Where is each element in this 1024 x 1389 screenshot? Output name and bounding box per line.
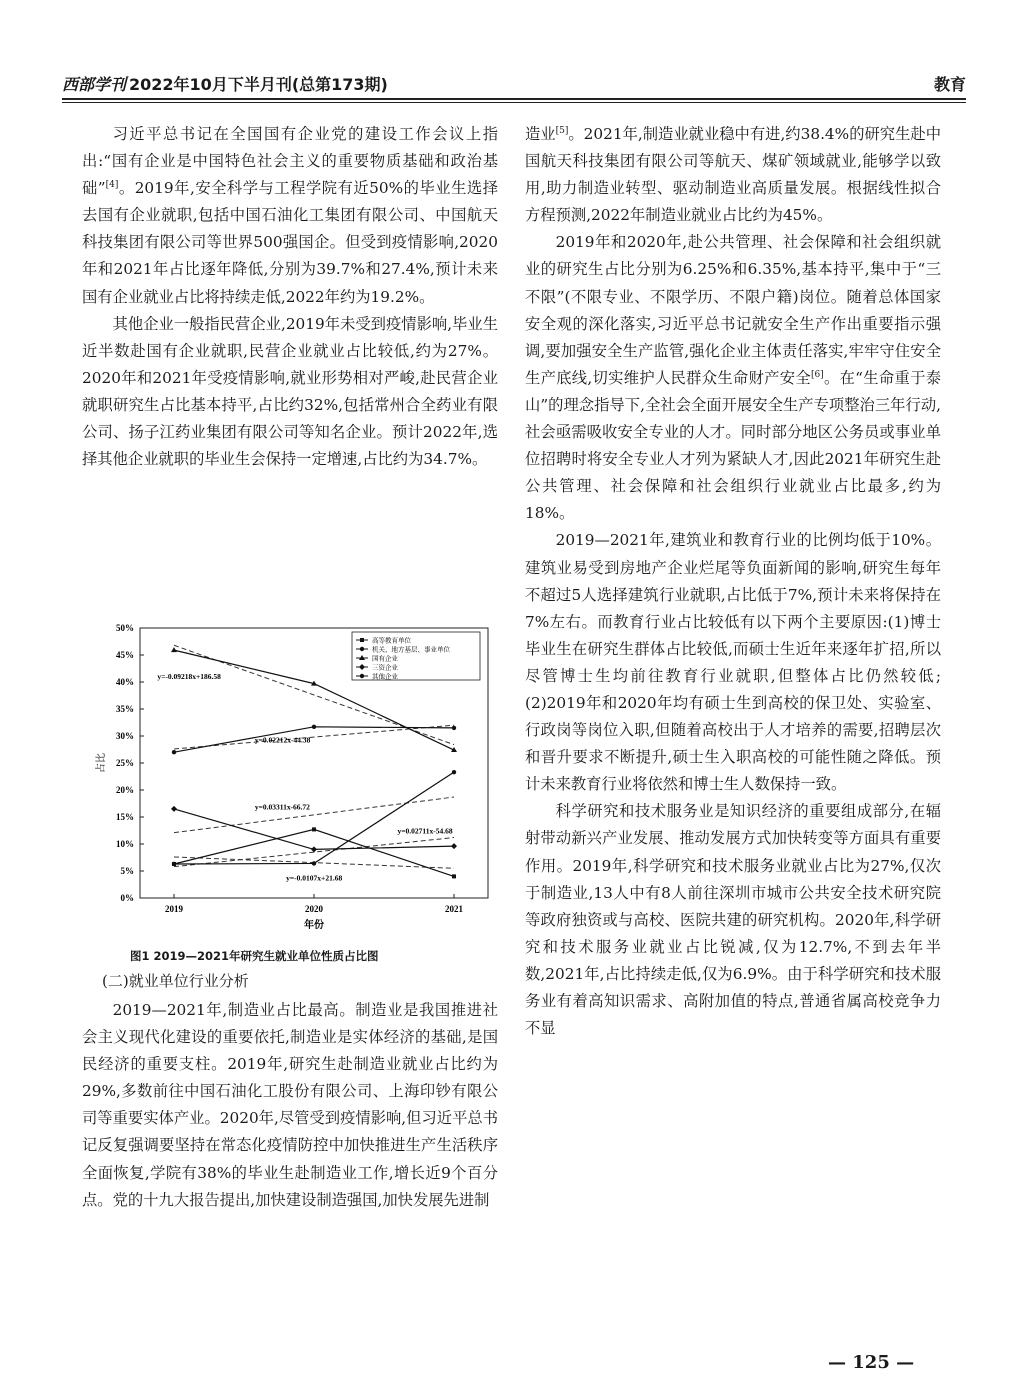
data-point	[452, 770, 456, 774]
trendline-label: y=0.02711x-54.68	[397, 826, 453, 836]
paragraph	[82, 121, 498, 311]
data-point	[360, 638, 364, 642]
trendline-label: y=-0.0107x+21.68	[286, 873, 343, 883]
section-label: 教育	[933, 75, 966, 94]
data-point	[311, 846, 317, 852]
paragraph: 其他企业一般指民营企业,2019年未受到疫情影响,毕业生近半数赴国有企业就职,民营企业就业占比较低,约为27%。2020年和2021年受疫情影响,就业形势相对严峻,赴民营企业就职研究生占比基本持平,占比约32%,包括常州合全药业有限公司、扬子江药业集团有限公司等知名企业。预计2022年,选择其他企业就职的毕业生会保持一定增速,占比约为34.7%。	[82, 314, 498, 469]
data-point	[452, 726, 456, 730]
citation: [4]	[105, 180, 119, 191]
paragraph: 2019—2021年,建筑业和教育行业的比例均低于10%。建筑业易受到房地产企业烂尾等负面新闻的影响,研究生每年不超过5人选择建筑行业就职,占比低于7%,预计未来将保持在7%左右。而教育行业占比较低有以下两个主要原因:(1)博士毕业生在研究生群体占比较低,而硕士生近年来逐年扩招,所以尽管博士生均前往教育行业就职,但整体占比仍然较低;(2)2019年和2020年均有硕士生到高校的保卫处、实验室、行政岗等岗位入职,但随着高校出于人才培养的需要,招聘层次和晋升要求不断提升,硕士生入职高校的可能性随之降低。预计未来教育行业将依然和博士生人数保持一致。	[525, 531, 941, 794]
trendline-label: y=0.02212x-44.38	[254, 735, 311, 745]
y-tick-label: 10%	[116, 839, 134, 849]
data-point	[312, 861, 316, 865]
x-axis-label: 年份	[304, 920, 324, 931]
text: 。在“生命重于泰山”的理念指导下,全社会全面开展安全生产专项整治三年行动,社会亟需吸收安全专业的人才。同时部分地区公务员或事业单位招聘时将安全专业人才列为紧缺人才,因此2021年研究生赴公共管理、社会保障和社会组织行业就业占比最多,约为18%。	[525, 368, 941, 523]
page-header	[62, 72, 966, 100]
legend-entry: 其他企业	[372, 672, 398, 681]
y-tick-label: 35%	[116, 704, 134, 714]
issue-label: 2022年10月下半月刊(总第173期)	[129, 75, 388, 94]
section-title: (二)就业单位行业分析	[102, 972, 249, 990]
legend-entry: 国有企业	[372, 654, 398, 663]
paragraph	[525, 229, 941, 527]
data-point	[172, 862, 176, 866]
legend-entry: 高等教育单位	[372, 636, 411, 645]
series-line	[174, 826, 454, 876]
data-point	[312, 725, 316, 729]
paragraph	[525, 121, 941, 229]
y-tick-label: 30%	[116, 731, 134, 741]
left-column	[82, 121, 498, 473]
data-point	[451, 843, 457, 849]
journal-issue	[62, 72, 388, 95]
x-tick-label: 2019	[165, 904, 183, 914]
left-column-bottom	[82, 997, 498, 1214]
data-point	[360, 674, 364, 678]
text: 。2019年,安全科学与工程学院有近50%的毕业生选择去国有企业就职,包括中国石油化工集团有限公司、中国航天科技集团有限公司等世界500强国企。但受到疫情影响,2020年和2021年占比逐年降低,分别为39.7%和27.4%,预计未来国有企业就业占比将持续走低,2022年约为19.2%。	[82, 179, 499, 306]
page-number: — 125 —	[828, 1352, 915, 1373]
y-tick-label: 0%	[120, 893, 134, 903]
data-point	[171, 647, 177, 652]
text: 造业	[525, 125, 556, 143]
text: 习近平总书记在全国国有企业党的建设工作会议上指出:“国有企业是中国特色社会主义的重要物质基础和政治基础”	[82, 125, 498, 198]
data-point	[360, 647, 364, 651]
paragraph: 2019—2021年,制造业占比最高。制造业是我国推进社会主义现代化建设的重要依托,制造业是实体经济的基础,是国民经济的重要支柱。2019年,研究生赴制造业就业占比约为29%,多数前往中国石油化工股份有限公司、上海印钞有限公司等重要实体产业。2020年,尽管受到疫情影响,但习近平总书记反复强调要坚持在常态化疫情防控中加快推进生产生活秩序全面恢复,学院有38%的毕业生赴制造业工作,增长近9个百分点。党的十九大报告提出,加快建设制造强国,加快发展先进制	[82, 1001, 498, 1209]
citation: [5]	[555, 125, 569, 136]
journal-logo: 西部学刊	[62, 75, 127, 94]
trendline-label: y=-0.09218x+186.58	[157, 671, 221, 681]
y-tick-label: 5%	[120, 866, 134, 876]
header-rule	[62, 98, 966, 100]
figure-caption: 图1 2019—2021年研究生就业单位性质占比图	[130, 949, 379, 963]
y-tick-label: 45%	[116, 650, 134, 660]
y-tick-label: 25%	[116, 758, 134, 768]
data-point	[452, 874, 456, 878]
data-point	[171, 806, 177, 812]
x-tick-label: 2020	[305, 904, 323, 914]
y-tick-label: 15%	[116, 812, 134, 822]
data-point	[312, 827, 316, 831]
legend-entry: 三资企业	[372, 663, 398, 672]
text: 。2021年,制造业就业稳中有进,约38.4%的研究生赴中国航天科技集团有限公司等航天、煤矿领域就业,能够学以致用,助力制造业转型、驱动制造业高质量发展。根据线性拟合方程预测,2022年制造业就业占比约为45%。	[525, 125, 941, 225]
trendline-label: y=0.03311x-66.72	[254, 802, 310, 812]
y-axis-label: 占比	[96, 753, 107, 773]
y-tick-label: 20%	[116, 785, 134, 795]
line-chart	[82, 616, 498, 946]
y-tick-label: 50%	[116, 623, 134, 633]
citation: [6]	[810, 369, 824, 380]
figure-chart	[82, 616, 498, 961]
right-column	[525, 121, 941, 1042]
paragraph: 科学研究和技术服务业是知识经济的重要组成部分,在辐射带动新兴产业发展、推动发展方式加快转变等方面具有重要作用。2019年,科学研究和技术服务业就业占比为27%,仅次于制造业,13人中有8人前往深圳市城市公共安全技术研究院等政府独资或与高校、医院共建的研究机构。2020年,科学研究和技术服务业就业占比锐减,仅为12.7%,不到去年半数,2021年,占比持续走低,仅为6.9%。由于科学研究和技术服务业有着高知识需求、高附加值的特点,普通省属高校竞争力不显	[525, 802, 941, 1038]
legend-entry: 机关、地方基层、事业单位	[372, 645, 450, 654]
text: 2019年和2020年,赴公共管理、社会保障和社会组织就业的研究生占比分别为6.25%和6.35%,基本持平,集中于“三不限”(不限专业、不限学历、不限户籍)岗位。随着总体国家安全观的深化落实,习近平总书记就安全生产作出重要指示强调,要加强安全生产监管,强化企业主体责任落实,牢牢守住安全生产底线,切实维护人民群众生命财产安全	[525, 233, 941, 387]
header-rule-thin	[62, 102, 966, 103]
y-tick-label: 40%	[116, 677, 134, 687]
data-point	[172, 750, 176, 754]
x-tick-label: 2021	[445, 904, 463, 914]
